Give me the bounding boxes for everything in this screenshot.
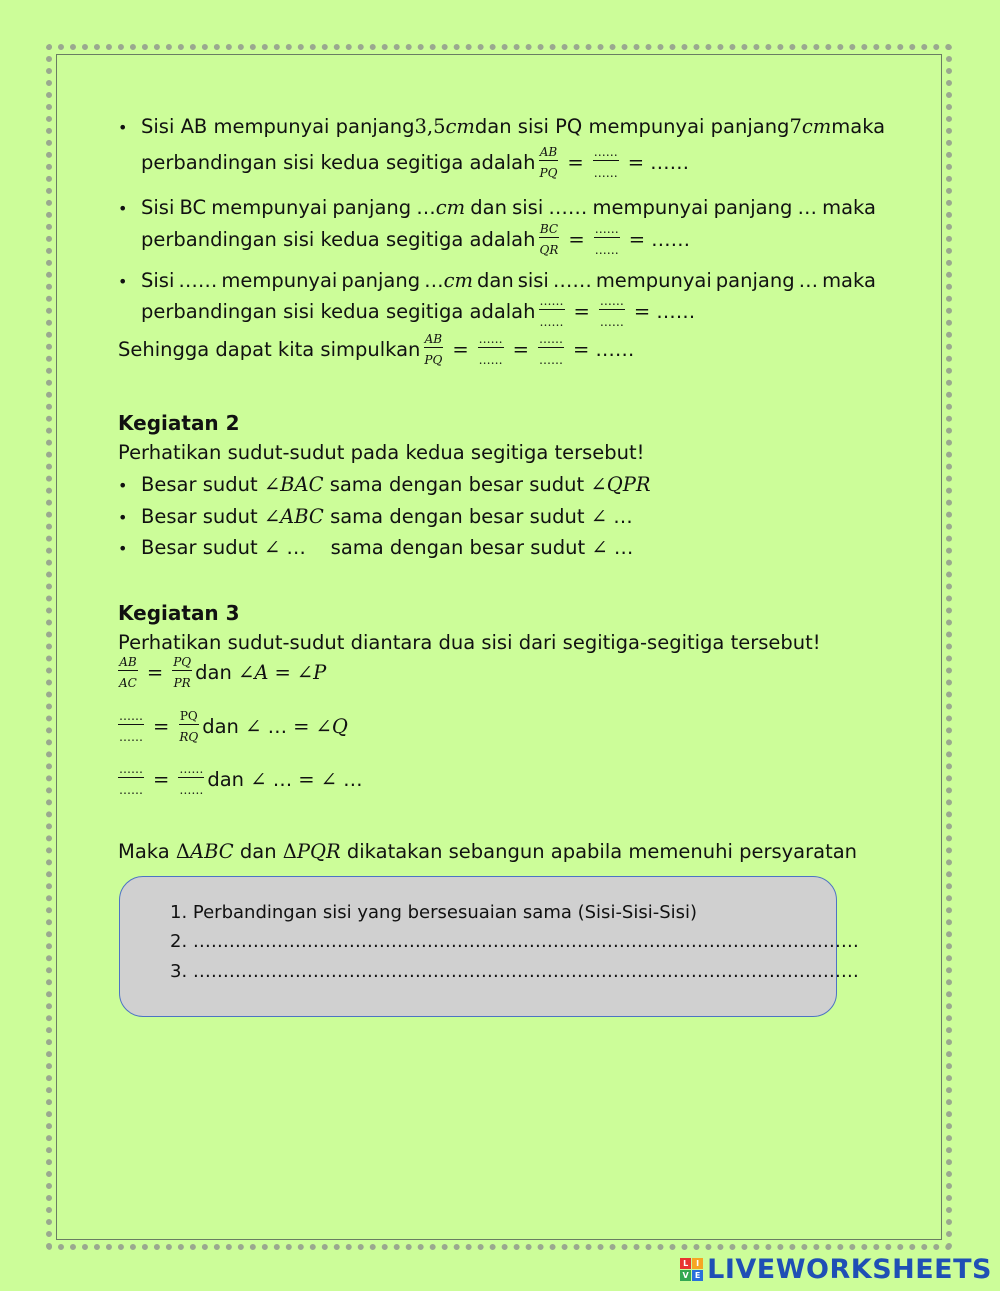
fraction: $\frac{PQ}{PR}$ — [173, 655, 192, 691]
blank[interactable]: …… — [548, 196, 588, 219]
fraction: $\frac{BC}{QR}$ — [539, 222, 559, 258]
fraction: $\frac{AB}{PQ}$ — [539, 145, 558, 181]
blank-answer[interactable]: …… — [651, 227, 691, 251]
fraction: $\frac{AB}{AC}$ — [119, 655, 137, 691]
conclusion-line: Sehingga dapat kita simpulkan $\frac{AB}{PQ}$ = $\frac{\dots\dots}{\dots\dots}$ = $\frac{\dots\dots}{\dots\dots}$ = …… — [118, 332, 635, 368]
blank[interactable]: … — [267, 714, 288, 738]
bullet1-line1: Sisi AB mempunyai panjang 3,5cm dan sisi PQ mempunyai panjang 7cm maka — [141, 115, 886, 138]
bullet2-line2: perbandingan sisi kedua segitiga adalah $\frac{BC}{QR}$ = $\frac{\dots\dots}{\dots\dots}$ = …… — [141, 222, 691, 258]
requirements-box — [119, 876, 859, 1017]
liveworksheets-logo — [680, 1254, 992, 1285]
k3-row2: $\frac{\dots\dots}{\dots\dots}$ = $\frac{PQ}{RQ}$ dan ∠ … = ∠ Q — [119, 709, 348, 745]
blank-fraction[interactable]: $\frac{\dots\dots}{\dots\dots}$ — [478, 332, 503, 368]
logo-text: LIVEWORKSHEETS — [707, 1254, 992, 1285]
kegiatan2-title: Kegiatan 2 — [118, 411, 240, 435]
maka-line: Maka Δ ABC dan Δ PQR dikatakan sebangun apabila memenuhi persyaratan — [118, 840, 858, 863]
bullet-icon: • — [118, 272, 128, 291]
bullet3-line2: perbandingan sisi kedua segitiga adalah $\frac{\dots\dots}{\dots\dots}$ = $\frac{\dots\dots}{\dots\dots}$ = …… — [141, 294, 696, 330]
blank[interactable]: … — [613, 536, 634, 559]
blank-fraction[interactable]: $\frac{\dots\dots}{\dots\dots}$ — [593, 145, 618, 181]
bullet-icon: • — [118, 199, 128, 218]
bullet-icon: • — [118, 508, 128, 527]
blank[interactable]: …… — [178, 269, 218, 292]
k3-row1: $\frac{AB}{AC}$ = $\frac{PQ}{PR}$ dan ∠ A = ∠ P — [119, 655, 327, 691]
k3-row3: $\frac{\dots\dots}{\dots\dots}$ = $\frac{\dots\dots}{\dots\dots}$ dan ∠ … = ∠ … — [119, 762, 363, 798]
kegiatan3-intro: Perhatikan sudut-sudut diantara dua sisi dari segitiga-segitiga tersebut! — [118, 631, 821, 654]
live-blocks-icon: L I V E — [680, 1258, 703, 1281]
blank[interactable]: … — [798, 269, 819, 292]
bullet-icon: • — [118, 118, 128, 137]
blank[interactable]: …… — [552, 269, 592, 292]
fraction: $\frac{PQ}{RQ}$ — [179, 709, 199, 745]
blank-answer[interactable]: …… — [656, 299, 696, 323]
blank-fraction[interactable]: $\frac{\dots\dots}{\dots\dots}$ — [119, 709, 143, 745]
blank-answer[interactable]: …… — [650, 150, 690, 174]
fraction: $\frac{AB}{PQ}$ — [424, 332, 443, 368]
k2-bullet3: Besar sudut ∠ … sama dengan besar sudut ∠ … — [141, 536, 634, 559]
k2-bullet1: Besar sudut ∠ BAC sama dengan besar sudut ∠ QPR — [141, 473, 651, 496]
blank[interactable]: … — [797, 196, 817, 219]
bullet1-line2: perbandingan sisi kedua segitiga adalah $\frac{AB}{PQ}$ = $\frac{\dots\dots}{\dots\dots}$ = …… — [141, 145, 690, 181]
bullet-icon: • — [118, 539, 128, 558]
blank-fraction[interactable]: $\frac{\dots\dots}{\dots\dots}$ — [594, 222, 619, 258]
blank-fraction[interactable]: $\frac{\dots\dots}{\dots\dots}$ — [599, 294, 624, 330]
blank-fraction[interactable]: $\frac{\dots\dots}{\dots\dots}$ — [179, 762, 204, 798]
blank[interactable]: … — [613, 505, 633, 528]
blank[interactable]: … — [343, 767, 363, 791]
blank-fraction[interactable]: $\frac{\dots\dots}{\dots\dots}$ — [539, 294, 564, 330]
requirement-item[interactable]: 3. ………………………………………………………………………………………………… — [170, 961, 859, 982]
k2-bullet2: Besar sudut ∠ ABC sama dengan besar sudut ∠ … — [141, 505, 633, 528]
blank-answer[interactable]: …… — [595, 337, 635, 361]
blank-fraction[interactable]: $\frac{\dots\dots}{\dots\dots}$ — [119, 762, 143, 798]
blank[interactable]: … — [272, 767, 293, 791]
bullet-icon: • — [118, 476, 128, 495]
bullet2-line1: Sisi BC mempunyai panjang …cm dan sisi …… mempunyai panjang … maka — [141, 196, 876, 219]
requirement-item: 1. Perbandingan sisi yang bersesuaian sama (Sisi-Sisi-Sisi) — [170, 902, 698, 923]
requirement-item[interactable]: 2. ………………………………………………………………………………………………… — [170, 931, 859, 952]
kegiatan2-intro: Perhatikan sudut-sudut pada kedua segitiga tersebut! — [118, 441, 645, 464]
kegiatan3-title: Kegiatan 3 — [118, 601, 240, 625]
bullet3-line1: Sisi …… mempunyai panjang …cm dan sisi …… mempunyai panjang … maka — [141, 269, 876, 292]
blank-fraction[interactable]: $\frac{\dots\dots}{\dots\dots}$ — [539, 332, 564, 368]
blank[interactable]: … — [286, 536, 306, 559]
